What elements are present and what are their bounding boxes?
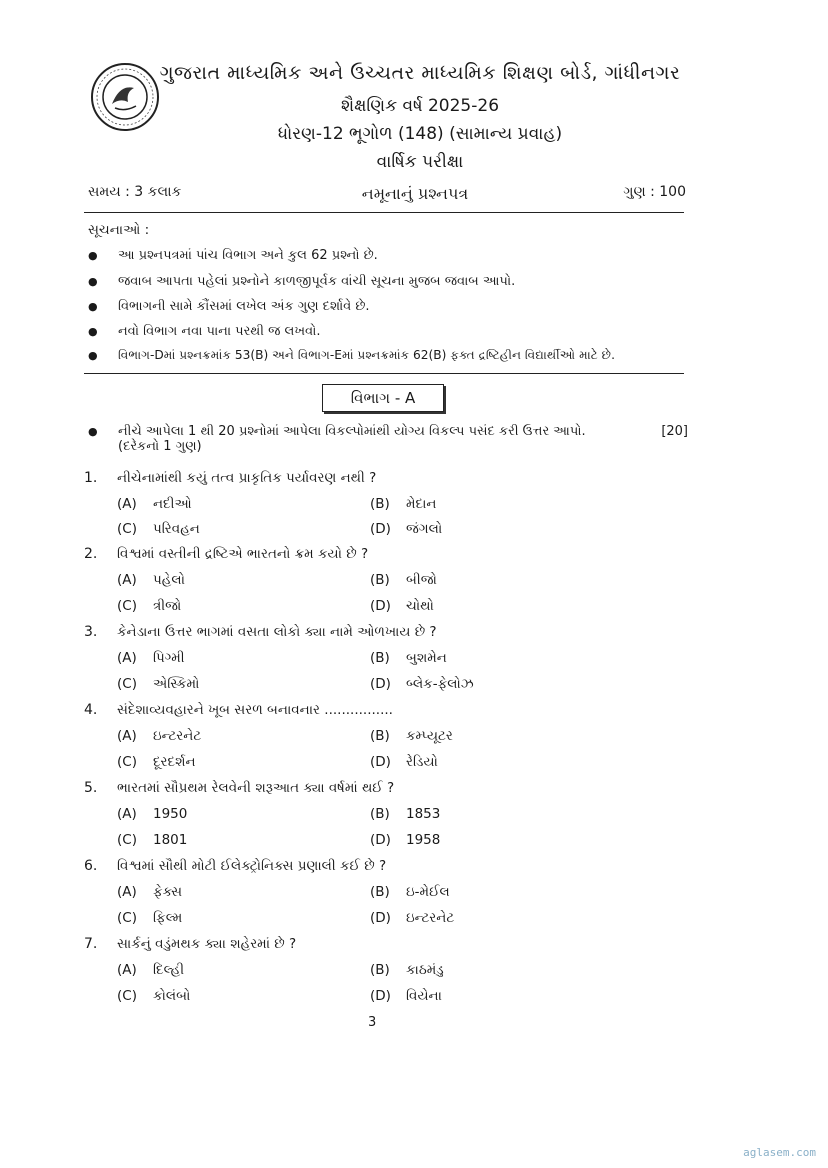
option-a: (A) દિલ્હી xyxy=(117,962,185,978)
option-c: (C) એસ્કિમો xyxy=(117,676,200,692)
option-a: (A) ઇન્ટરનેટ xyxy=(117,728,202,744)
instruction-item: ● વિભાગ-Dમાં પ્રશ્નક્રમાંક 53(B) અને વિભાગ-Eમાં પ્રશ્નક્રમાંક 62(B) ફક્ત દ્રષ્ટિહીન વિદ્યાર્થીઓ માટે છે. xyxy=(88,348,615,362)
question-number: 6. xyxy=(84,858,98,874)
question-text: સંદેશાવ્યવહારને ખૂબ સરળ બનાવનાર ................ xyxy=(117,702,393,718)
option-c: (C) દૂરદર્શન xyxy=(117,754,196,770)
section-lead-note: (દરેકનો 1 ગુણ) xyxy=(118,439,202,454)
option-c: (C) ત્રીજો xyxy=(117,598,182,614)
option-d: (D) બ્લેક-ફેલોઝ xyxy=(370,676,474,692)
divider xyxy=(84,212,684,213)
page-number: 3 xyxy=(368,1015,377,1030)
option-b: (B) 1853 xyxy=(370,806,441,822)
option-b: (B) કાઠમંડુ xyxy=(370,962,444,978)
option-c: (C) 1801 xyxy=(117,832,188,848)
option-d: (D) ઇન્ટરનેટ xyxy=(370,910,455,926)
option-a: (A) નદીઓ xyxy=(117,496,192,512)
option-b: (B) ઇ-મેઈલ xyxy=(370,884,450,900)
question-number: 2. xyxy=(84,546,98,562)
instructions-title: સૂચનાઓ : xyxy=(88,222,150,238)
option-c: (C) કોલંબો xyxy=(117,988,191,1004)
exam-title: વાર્ષિક પરીક્ષા xyxy=(376,152,464,172)
academic-year: શૈક્ષણિક વર્ષ 2025-26 xyxy=(340,96,500,116)
question-text: કેનેડાના ઉત્તર ભાગમાં વસતા લોકો ક્યા નામે ઓળખાય છે ? xyxy=(117,624,437,640)
option-c: (C) ફિલ્મ xyxy=(117,910,183,926)
watermark: aglasem.com xyxy=(743,1146,816,1159)
bullet-icon: ● xyxy=(88,249,98,262)
time-label: સમય : 3 કલાક xyxy=(88,184,182,200)
question-text: ભારતમાં સૌપ્રથમ રેલવેની શરૂઆત ક્યા વર્ષમાં થઈ ? xyxy=(117,780,395,796)
option-c: (C) પરિવહન xyxy=(117,521,200,537)
option-d: (D) વિયેના xyxy=(370,988,442,1004)
section-lead: ● નીચે આપેલા 1 થી 20 પ્રશ્નોમાં આપેલા વિકલ્પોમાંથી યોગ્ય વિકલ્પ પસંદ કરી ઉત્તર આપો. [20] (દરેકનો 1 ગુણ) xyxy=(88,424,688,454)
marks-label: ગુણ : 100 xyxy=(623,184,686,200)
question-number: 5. xyxy=(84,780,98,796)
question-number: 1. xyxy=(84,470,98,486)
instruction-item: ● આ પ્રશ્નપત્રમાં પાંચ વિભાગ અને કુલ 62 પ્રશ્નો છે. xyxy=(88,248,378,263)
option-a: (A) ફેક્સ xyxy=(117,884,183,900)
bullet-icon: ● xyxy=(88,325,98,338)
option-b: (B) બીજો xyxy=(370,572,437,588)
option-a: (A) પિગ્મી xyxy=(117,650,185,666)
instruction-item: ● વિભાગની સામે કૌંસમાં લખેલ અંક ગુણ દર્શાવે છે. xyxy=(88,299,370,314)
instruction-item: ● જવાબ આપતા પહેલાં પ્રશ્નોને કાળજીપૂર્વક વાંચી સૂચના મુજબ જવાબ આપો. xyxy=(88,274,516,289)
option-a: (A) પહેલો xyxy=(117,572,185,588)
divider xyxy=(84,373,684,374)
question-number: 4. xyxy=(84,702,98,718)
section-heading: વિભાગ - A xyxy=(322,384,444,412)
question-text: વિશ્વમાં વસ્તીની દ્રષ્ટિએ ભારતનો ક્રમ કયો છે ? xyxy=(117,546,369,562)
bullet-icon: ● xyxy=(88,425,98,438)
option-d: (D) ચોથો xyxy=(370,598,434,614)
question-text: વિશ્વમાં સૌથી મોટી ઈલેક્ટ્રોનિક્સ પ્રણાલી કઈ છે ? xyxy=(117,858,387,874)
instruction-item: ● નવો વિભાગ નવા પાના પરથી જ લખવો. xyxy=(88,324,321,339)
subject-title: ધોરણ-12 ભૂગોળ (148) (સામાન્ય પ્રવાહ) xyxy=(277,124,563,144)
bullet-icon: ● xyxy=(88,275,98,288)
board-title: ગુજરાત માધ્યમિક અને ઉચ્ચતર માધ્યમિક શિક્ષણ બોર્ડ, ગાંધીનગર xyxy=(159,62,681,84)
question-text: નીચેનામાંથી કયું તત્વ પ્રાકૃતિક પર્યાવરણ નથી ? xyxy=(117,470,377,486)
section-marks: [20] xyxy=(661,424,688,439)
option-b: (B) મેદાન xyxy=(370,496,437,512)
bullet-icon: ● xyxy=(88,349,98,362)
option-a: (A) 1950 xyxy=(117,806,188,822)
option-d: (D) 1958 xyxy=(370,832,441,848)
bullet-icon: ● xyxy=(88,300,98,313)
option-b: (B) બુશમેન xyxy=(370,650,447,666)
option-b: (B) કમ્પ્યૂટર xyxy=(370,728,453,744)
paper-title: નમૂનાનું પ્રશ્નપત્ર xyxy=(361,184,469,203)
question-number: 3. xyxy=(84,624,98,640)
option-d: (D) રેડિયો xyxy=(370,754,438,770)
question-number: 7. xyxy=(84,936,98,952)
option-d: (D) જંગલો xyxy=(370,521,443,537)
question-text: સાર્કનું વડુંમથક ક્યા શહેરમાં છે ? xyxy=(117,936,297,952)
